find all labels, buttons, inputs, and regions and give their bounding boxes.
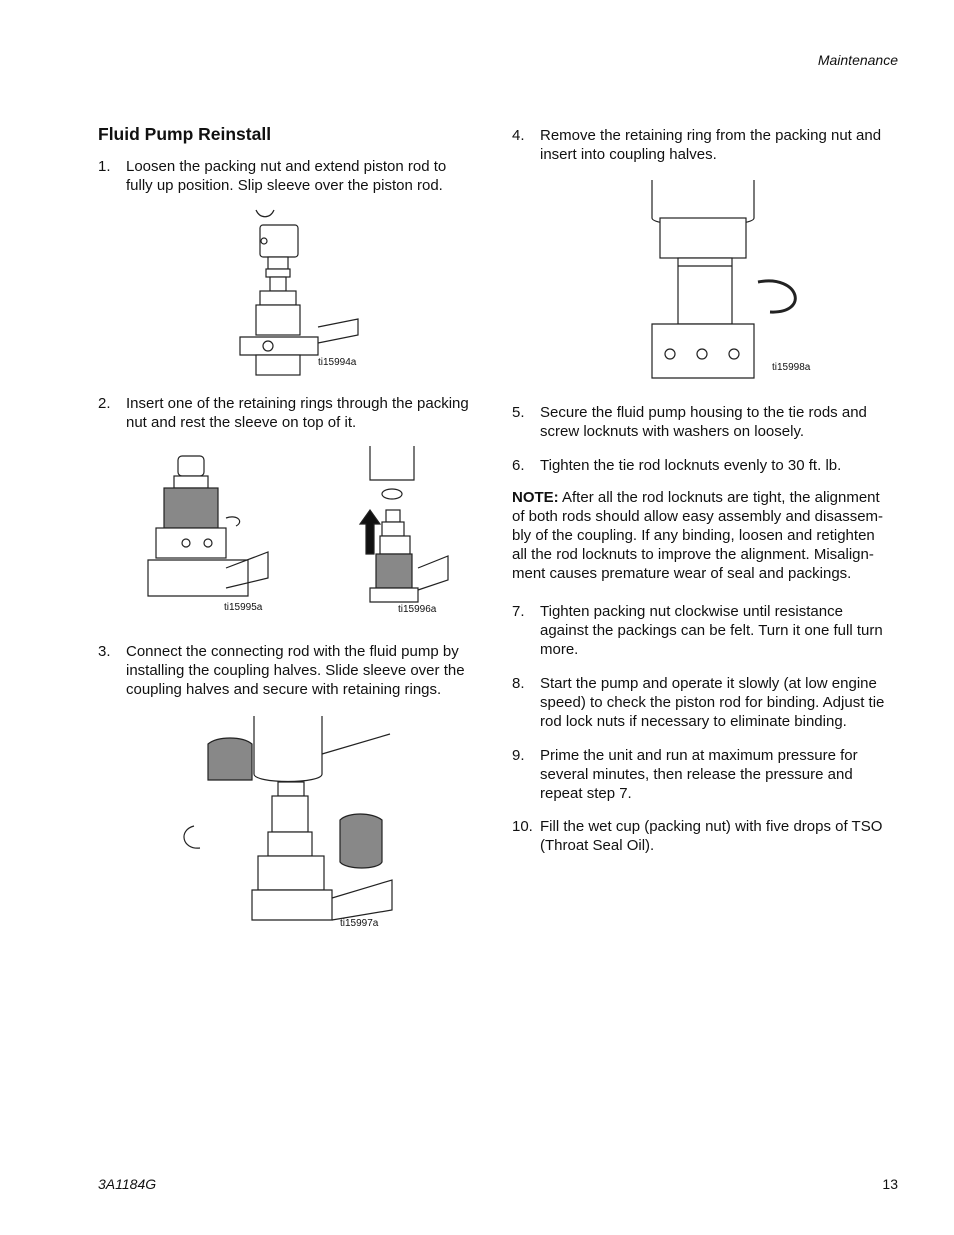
- step-number: 9.: [512, 747, 525, 764]
- step-line: Prime the unit and run at maximum pressure for: [540, 747, 858, 764]
- step-line: Connect the connecting rod with the fluid pump by: [126, 643, 459, 660]
- step-line: fully up position. Slip sleeve over the piston rod.: [126, 177, 443, 194]
- figure-caption: ti15997a: [340, 918, 379, 929]
- figure-caption: ti15996a: [398, 604, 437, 615]
- figure-ring-into-coupling: [650, 178, 810, 380]
- step-line: Tighten the tie rod locknuts evenly to 30 ft. lb.: [540, 457, 842, 474]
- footer-doc-number: 3A1184G: [98, 1176, 157, 1192]
- note-line: all the rod locknuts to improve the alignment. Misalign-: [512, 546, 874, 563]
- step-line: insert into coupling halves.: [540, 146, 717, 163]
- step-line: Loosen the packing nut and extend piston rod to: [126, 158, 447, 175]
- step-number: 1.: [98, 158, 111, 175]
- step-number: 4.: [512, 127, 525, 144]
- step-number: 6.: [512, 457, 525, 474]
- step-line: several minutes, then release the pressure and: [540, 766, 853, 783]
- figure-sleeve-over-piston-rod: [238, 207, 373, 377]
- step-line: Fill the wet cup (packing nut) with five drops of TSO: [540, 818, 883, 835]
- figure-lift-pump: [352, 444, 452, 615]
- step-number: 2.: [98, 395, 111, 412]
- step-line: screw locknuts with washers on loosely.: [540, 423, 804, 440]
- section-title: Fluid Pump Reinstall: [98, 124, 272, 144]
- running-header: Maintenance: [817, 52, 898, 68]
- step-line: Secure the fluid pump housing to the tie rods and: [540, 404, 867, 421]
- note-line: ment causes premature wear of seal and packings.: [512, 565, 852, 582]
- step-line: coupling halves and secure with retaining rings.: [126, 681, 442, 698]
- step-line: more.: [540, 641, 579, 658]
- step-line: against the packings can be felt. Turn it one full turn: [540, 622, 883, 639]
- step-line: rod lock nuts if necessary to eliminate binding.: [540, 713, 847, 730]
- step-line: Remove the retaining ring from the packing nut and: [540, 127, 882, 144]
- note-line: of both rods should allow easy assembly and disassem-: [512, 508, 884, 525]
- step-number: 10.: [512, 818, 533, 835]
- step-line: Tighten packing nut clockwise until resistance: [540, 603, 843, 620]
- note-line: bly of the coupling. If any binding, loosen and retighten: [512, 527, 875, 544]
- step-line: Insert one of the retaining rings through the packing: [126, 395, 469, 412]
- note-label: NOTE:: [512, 489, 559, 506]
- footer-page-number: 13: [882, 1176, 898, 1192]
- figure-caption: ti15998a: [772, 362, 811, 373]
- step-line: installing the coupling halves. Slide sleeve over the: [126, 662, 465, 679]
- step-line: (Throat Seal Oil).: [540, 837, 655, 854]
- step-line: repeat step 7.: [540, 785, 632, 802]
- step-line: Start the pump and operate it slowly (at low engine: [540, 675, 877, 692]
- step-number: 5.: [512, 404, 525, 421]
- note-block: [512, 488, 902, 583]
- figure-retaining-ring-in-nut: [138, 448, 273, 613]
- figure-caption: ti15994a: [318, 357, 357, 368]
- step-line: nut and rest the sleeve on top of it.: [126, 414, 357, 431]
- step-number: 3.: [98, 643, 111, 660]
- figure-coupling-halves: [172, 714, 397, 929]
- note-line: After all the rod locknuts are tight, the alignment: [558, 489, 880, 506]
- step-line: speed) to check the piston rod for binding. Adjust tie: [540, 694, 885, 711]
- figure-caption: ti15995a: [224, 602, 263, 613]
- step-number: 8.: [512, 675, 525, 692]
- step-number: 7.: [512, 603, 525, 620]
